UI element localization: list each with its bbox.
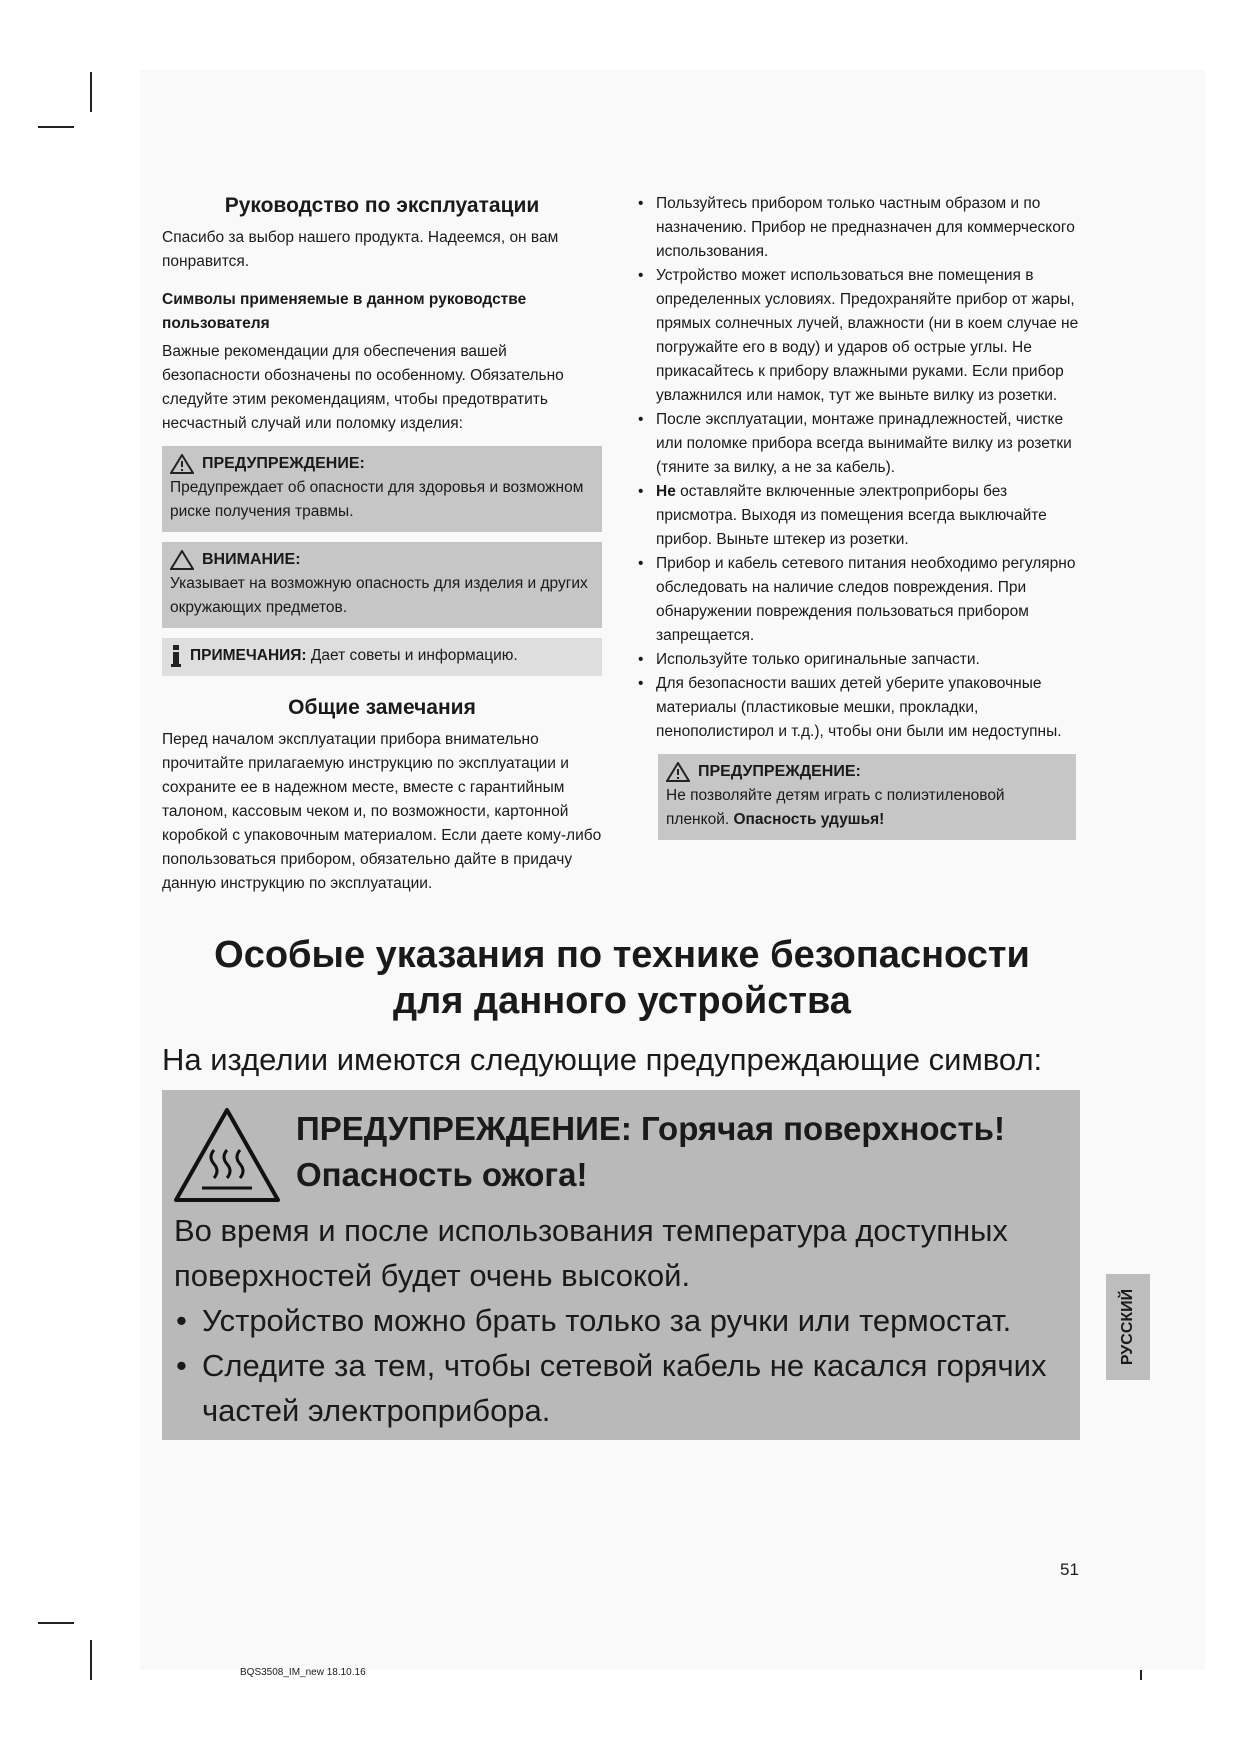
hot-surface-title: ПРЕДУПРЕЖДЕНИЕ: Горячая поверхность! <box>296 1110 1005 1147</box>
crop-mark <box>38 1622 74 1624</box>
list-item: • Следите за тем, чтобы сетевой кабель не касался горячих частей электроприбора. <box>174 1343 1074 1433</box>
list-item: • Прибор и кабель сетевого питания необходимо регулярно обследовать на наличие следов повреждения. При обнаружении повреждения пользоваться прибором запрещается. <box>636 552 1086 648</box>
right-column <box>636 192 1086 840</box>
crop-mark <box>38 126 74 128</box>
symbols-heading: Символы применяемые в данном руководстве пользователя <box>162 291 527 332</box>
burn-danger-title: Опасность ожога! <box>296 1156 588 1193</box>
hot-surface-icon <box>172 1106 282 1204</box>
crop-mark <box>90 72 92 112</box>
safety-title-line2: для данного устройства <box>393 980 851 1022</box>
list-item: • Для безопасности ваших детей уберите упаковочные материалы (пластиковые мешки, прокладки, пенополистирол и т.д.), чтобы они были им недоступны. <box>636 672 1086 744</box>
suffocation-warning-bold: Опасность удушья! <box>733 811 885 828</box>
safety-title <box>162 932 1082 1024</box>
safety-bullet-list <box>636 192 1086 744</box>
attention-box <box>162 542 602 628</box>
bullet-rest: оставляйте включенные электроприборы без присмотра. Выходя из помещения всегда выключайте прибор. Выньте штекер из розетки. <box>656 483 1047 548</box>
list-item: • После эксплуатации, монтаже принадлежностей, чистке или поломке прибора всегда вынимайте вилку из розетки (тяните за вилку, а не за кабель). <box>636 408 1086 480</box>
list-item <box>636 480 1086 552</box>
bullet-bold-word: Не <box>656 483 676 500</box>
note-box <box>162 638 602 676</box>
list-item: • Пользуйтесь прибором только частным образом и по назначению. Прибор не предназначен для коммерческого использования. <box>636 192 1086 264</box>
manual-title: Руководство по эксплуатации <box>224 194 540 217</box>
hot-surface-warning <box>162 1090 1080 1440</box>
safety-subtitle: На изделии имеются следующие предупреждающие символ: <box>162 1042 1043 1077</box>
note-box-text: Дает советы и информацию. <box>306 647 518 664</box>
hot-surface-heading <box>296 1106 1005 1198</box>
warning-box-title: ПРЕДУПРЕЖДЕНИЕ: <box>202 455 365 472</box>
language-tab <box>1106 1274 1150 1380</box>
hot-surface-text: Во время и после использования температура доступных поверхностей будет очень высокой. <box>174 1213 1008 1293</box>
hot-surface-bullets <box>174 1298 1074 1433</box>
attention-box-title: ВНИМАНИЕ: <box>202 551 301 568</box>
page-number: 51 <box>1060 1560 1079 1579</box>
suffocation-warning-text: Не позволяйте детям играть с полиэтиленовой пленкой. <box>666 787 1005 828</box>
language-tab-label: РУССКИЙ <box>1119 1288 1137 1366</box>
footer-code: BQS3508_IM_new 18.10.16 <box>240 1667 366 1678</box>
safety-title-line1: Особые указания по технике безопасности <box>214 934 1030 976</box>
general-title: Общие замечания <box>288 696 476 719</box>
left-column <box>162 192 602 896</box>
list-item: • Используйте только оригинальные запчасти. <box>636 648 1086 672</box>
warning-triangle-icon <box>666 762 690 782</box>
warning-triangle-icon <box>170 454 194 474</box>
attention-triangle-icon <box>170 550 194 570</box>
warning-box <box>162 446 602 532</box>
intro-text: Спасибо за выбор нашего продукта. Надеемся, он вам понравится. <box>162 229 559 270</box>
crop-mark <box>90 1640 92 1680</box>
list-item: • Устройство может использоваться вне помещения в определенных условиях. Предохраняйте прибор от жары, прямых солнечных лучей, влажности (ни в коем случае не погружайте его в воду) и ударов об острые углы. Не прикасайтесь к прибору влажными руками. Если прибор увлажнился или намок, тут же выньте вилку из розетки. <box>636 264 1086 408</box>
suffocation-warning-title: ПРЕДУПРЕЖДЕНИЕ: <box>698 763 861 780</box>
info-icon <box>170 645 182 667</box>
hot-surface-body <box>174 1208 1074 1433</box>
warning-box-text: Предупреждает об опасности для здоровья и возможном риске получения травмы. <box>170 479 584 520</box>
suffocation-warning-box <box>658 754 1076 840</box>
symbols-text: Важные рекомендации для обеспечения вашей безопасности обозначены по особенному. Обязательно следуйте этим рекомендациям, чтобы предотвратить несчастный случай или поломку изделия: <box>162 343 564 432</box>
attention-box-text: Указывает на возможную опасность для изделия и других окружающих предметов. <box>170 575 588 616</box>
note-box-title: ПРИМЕЧАНИЯ: <box>190 647 307 664</box>
list-item: • Устройство можно брать только за ручки или термостат. <box>174 1298 1074 1343</box>
general-text: Перед началом эксплуатации прибора внимательно прочитайте прилагаемую инструкцию по эксплуатации и сохраните ее в надежном месте, вместе с гарантийным талоном, кассовым чеком и, по возможности, картонной коробкой с упаковочным материалом. Если даете кому-либо попользоваться прибором, обязательно дайте в придачу данную инструкцию по эксплуатации. <box>162 731 602 892</box>
